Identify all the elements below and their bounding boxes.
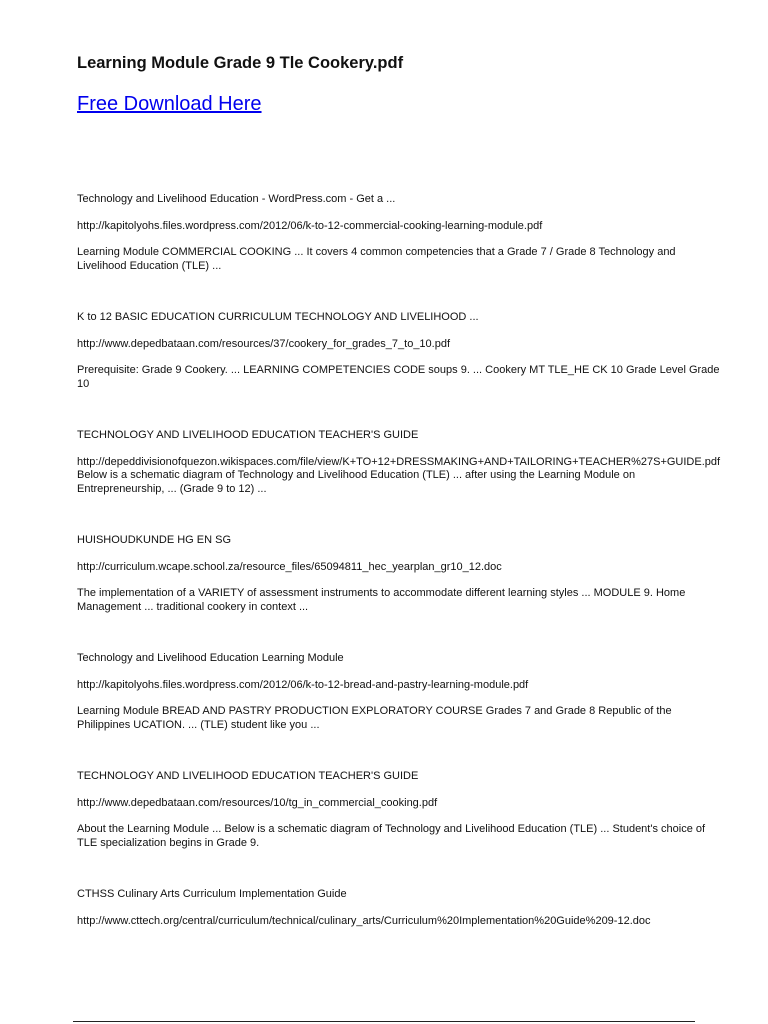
result-snippet: About the Learning Module ... Below is a schematic diagram of Technology and Livelihood Education (TLE) ... Student's choice of TLE specialization begins in Grade 9. xyxy=(77,823,706,849)
result-item xyxy=(77,652,725,732)
result-item xyxy=(77,429,725,496)
result-url[interactable]: http://kapitolyohs.files.wordpress.com/2012/06/k-to-12-commercial-cooking-learning-module.pdf xyxy=(77,219,543,232)
result-url[interactable]: http://www.cttech.org/central/curriculum/technical/culinary_arts/Curriculum%20Implementation%20Guide%209-12.doc xyxy=(77,914,651,927)
free-download-link[interactable]: Free Download Here xyxy=(77,93,262,115)
result-url[interactable]: http://depeddivisionofquezon.wikispaces.com/file/view/K+TO+12+DRESSMAKING+AND+TAILORING+TEACHER%27S+GUIDE.pdf xyxy=(77,455,721,468)
result-title: Technology and Livelihood Education - WordPress.com - Get a ... xyxy=(77,193,396,205)
result-url[interactable]: http://curriculum.wcape.school.za/resource_files/65094811_hec_yearplan_gr10_12.doc xyxy=(77,560,502,573)
result-title: TECHNOLOGY AND LIVELIHOOD EDUCATION TEACHER'S GUIDE xyxy=(77,770,419,782)
result-snippet: Learning Module COMMERCIAL COOKING ... It covers 4 common competencies that a Grade 7 / Grade 8 Technology and Livelihood Education (TLE) ... xyxy=(77,246,676,272)
document-title: Learning Module Grade 9 Tle Cookery.pdf xyxy=(77,54,404,72)
result-snippet: Below is a schematic diagram of Technology and Livelihood Education (TLE) ... after using the Learning Module on Entrepreneurship, ... (Grade 9 to 12) ... xyxy=(77,469,636,495)
footer-divider xyxy=(73,1021,695,1022)
result-title: CTHSS Culinary Arts Curriculum Implementation Guide xyxy=(77,888,347,900)
result-url[interactable]: http://www.depedbataan.com/resources/10/tg_in_commercial_cooking.pdf xyxy=(77,796,438,809)
result-item xyxy=(77,534,725,614)
result-url[interactable]: http://kapitolyohs.files.wordpress.com/2012/06/k-to-12-bread-and-pastry-learning-module.pdf xyxy=(77,678,529,691)
result-snippet: Learning Module BREAD AND PASTRY PRODUCTION EXPLORATORY COURSE Grades 7 and Grade 8 Republic of the Philippines UCATION. ... (TLE) student like you ... xyxy=(77,705,672,731)
result-item xyxy=(77,311,725,391)
result-snippet: The implementation of a VARIETY of assessment instruments to accommodate different learning styles ... MODULE 9. Home Management ... traditional cookery in context ... xyxy=(77,587,686,613)
search-results-list xyxy=(77,193,725,941)
result-item xyxy=(77,770,725,850)
result-title: K to 12 BASIC EDUCATION CURRICULUM TECHNOLOGY AND LIVELIHOOD ... xyxy=(77,311,479,323)
result-snippet: Prerequisite: Grade 9 Cookery. ... LEARNING COMPETENCIES CODE soups 9. ... Cookery MT TLE_HE CK 10 Grade Level Grade 10 xyxy=(77,364,720,390)
result-title: HUISHOUDKUNDE HG EN SG xyxy=(77,534,232,546)
result-title: Technology and Livelihood Education Learning Module xyxy=(77,652,344,664)
result-title: TECHNOLOGY AND LIVELIHOOD EDUCATION TEACHER'S GUIDE xyxy=(77,429,419,441)
result-item xyxy=(77,888,725,928)
result-url[interactable]: http://www.depedbataan.com/resources/37/cookery_for_grades_7_to_10.pdf xyxy=(77,337,451,350)
result-item xyxy=(77,193,725,273)
